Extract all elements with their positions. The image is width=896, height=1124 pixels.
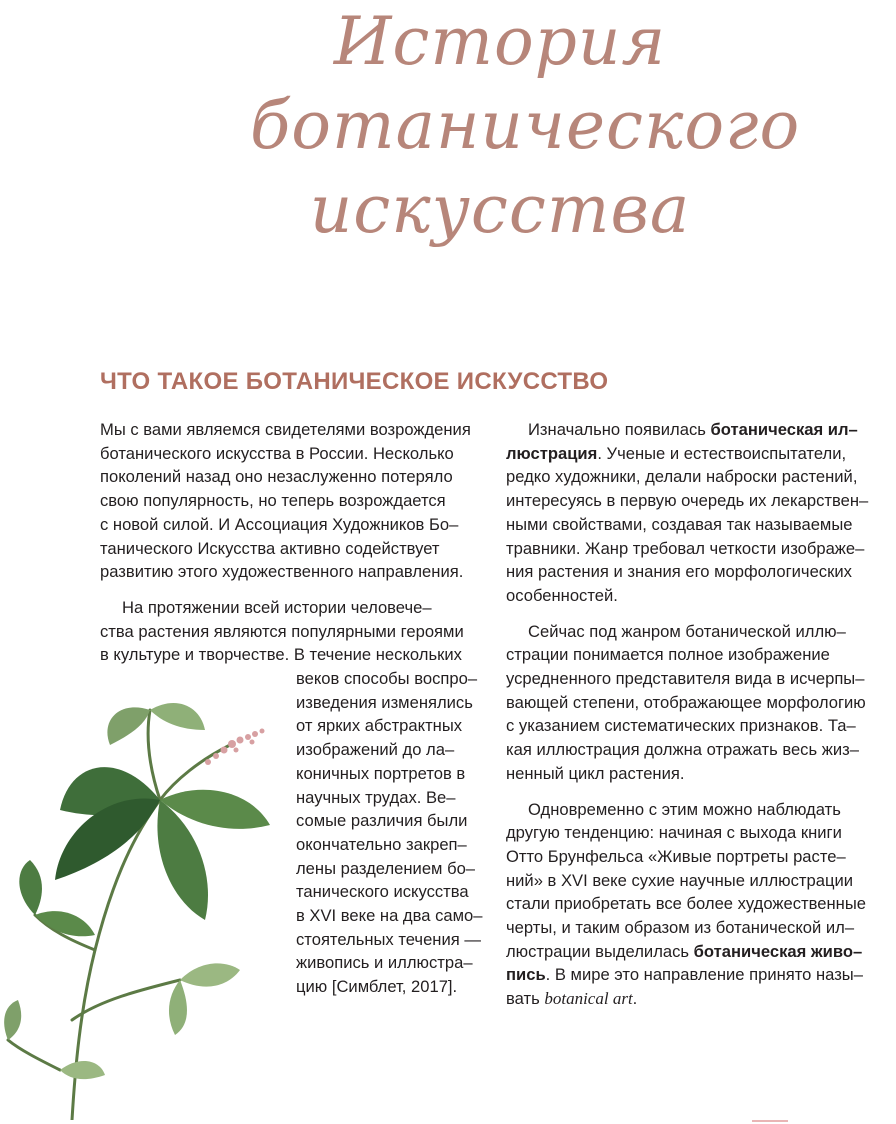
paragraph — [506, 418, 890, 608]
title-line: искусства — [309, 171, 691, 248]
text-line: На протяжении всей истории человече– — [122, 597, 432, 617]
text-line: интересуясь в первую очередь их лекарствен– — [506, 491, 869, 511]
text-run: Изначально появилась — [528, 420, 711, 439]
text-line: танического Искусства активно содействует — [100, 538, 440, 558]
text-line: изведения изменялись — [296, 692, 473, 712]
text-line: вающей степени, отображающее морфологию — [506, 692, 866, 712]
text-line: страции понимается полное изображение — [506, 645, 830, 665]
text-line — [506, 987, 890, 1011]
text-run: вать — [506, 989, 545, 1009]
text-run: люстрации выделилась — [506, 941, 694, 961]
text-line: с новой силой. И Ассоциация Художников Бо– — [100, 514, 459, 534]
text-line: Мы с вами являемся свидетелями возрождения — [100, 420, 471, 439]
text-line: ботанического искусства в России. Несколько — [100, 443, 454, 463]
bold-term: ботаническая ил– — [710, 420, 858, 439]
botanical-illustration — [0, 690, 300, 1120]
paragraph — [506, 620, 890, 786]
text-run: . — [632, 989, 638, 1009]
text-line — [506, 418, 890, 442]
chapter-title — [250, 0, 801, 252]
right-column — [506, 418, 890, 1011]
text-line: ненный цикл растения. — [506, 763, 685, 783]
latin-term: botanical art — [544, 989, 633, 1009]
text-line: усредненного представителя вида в исчерпы– — [506, 669, 865, 689]
text-line: лены разделением бо– — [296, 858, 476, 878]
text-line: Одновременно с этим можно наблюдать — [528, 799, 841, 819]
text-line — [506, 963, 890, 987]
text-line: живопись и иллюстра– — [296, 953, 473, 973]
text-line: с указанием систематических признаков. Та– — [506, 716, 856, 736]
text-line: в XVI веке на два само– — [296, 906, 483, 926]
text-line: редко художники, делали наброски растений, — [506, 467, 858, 487]
text-line: ными свойствами, создавая так называемые — [506, 514, 853, 534]
text-line: травники. Жанр требовал четкости изображе– — [506, 538, 865, 558]
text-line: Сейчас под жанром ботанической иллю– — [528, 621, 846, 641]
bold-term: ботаническая живо– — [693, 941, 863, 961]
text-line: сомые различия были — [296, 811, 468, 831]
bold-term: люстрация — [506, 443, 598, 463]
text-line: коничных портретов в — [296, 763, 466, 783]
text-line: свою популярность, но теперь возрождается — [100, 491, 446, 511]
bold-term: пись — [506, 965, 546, 985]
text-line: окончательно закреп– — [296, 834, 467, 854]
text-line: ний» в XVI веке сухие научные иллюстрации — [506, 870, 854, 890]
text-line: развитию этого художественного направления. — [100, 562, 464, 582]
text-line: другую тенденцию: начиная с выхода книги — [506, 823, 842, 843]
text-line: ния растения и знания его морфологических — [506, 562, 852, 582]
text-run: . В мире это направление принято назы– — [545, 965, 863, 985]
text-line: в культуре и творчестве. В течение нескольких — [100, 645, 462, 665]
page-marker — [752, 1120, 788, 1122]
text-line: стоятельных течения — — [296, 929, 481, 949]
section-heading: ЧТО ТАКОЕ БОТАНИЧЕСКОЕ ИСКУССТВО — [100, 368, 609, 395]
text-run: . Ученые и естествоиспытатели, — [597, 443, 847, 463]
text-line: веков способы воспро– — [296, 669, 478, 689]
text-line: ства растения являются популярными героями — [100, 621, 464, 641]
plant-flowers — [205, 729, 265, 766]
plant-leaves — [4, 703, 270, 1079]
text-line: Отто Брунфельса «Живые портреты расте– — [506, 846, 846, 866]
text-line: научных трудах. Ве– — [296, 787, 456, 807]
text-line: особенностей. — [506, 585, 618, 605]
paragraph — [100, 418, 484, 584]
text-line: поколений назад оно незаслуженно потеряло — [100, 467, 453, 487]
text-line — [506, 442, 890, 466]
title-line: История — [333, 3, 667, 80]
text-line: черты, и таким образом из ботанической ил– — [506, 918, 855, 938]
text-line: стали приобретать все более художественные — [506, 894, 866, 914]
text-line: танического искусства — [296, 882, 469, 902]
text-line: цию [Симблет, 2017]. — [296, 977, 458, 997]
text-line: от ярких абстрактных — [296, 716, 463, 736]
title-line: ботанического — [250, 87, 801, 164]
paragraph — [506, 798, 890, 1011]
text-line: кая иллюстрация должна отражать весь жиз– — [506, 740, 859, 760]
text-line — [506, 940, 890, 964]
text-line: изображений до ла– — [296, 740, 455, 760]
